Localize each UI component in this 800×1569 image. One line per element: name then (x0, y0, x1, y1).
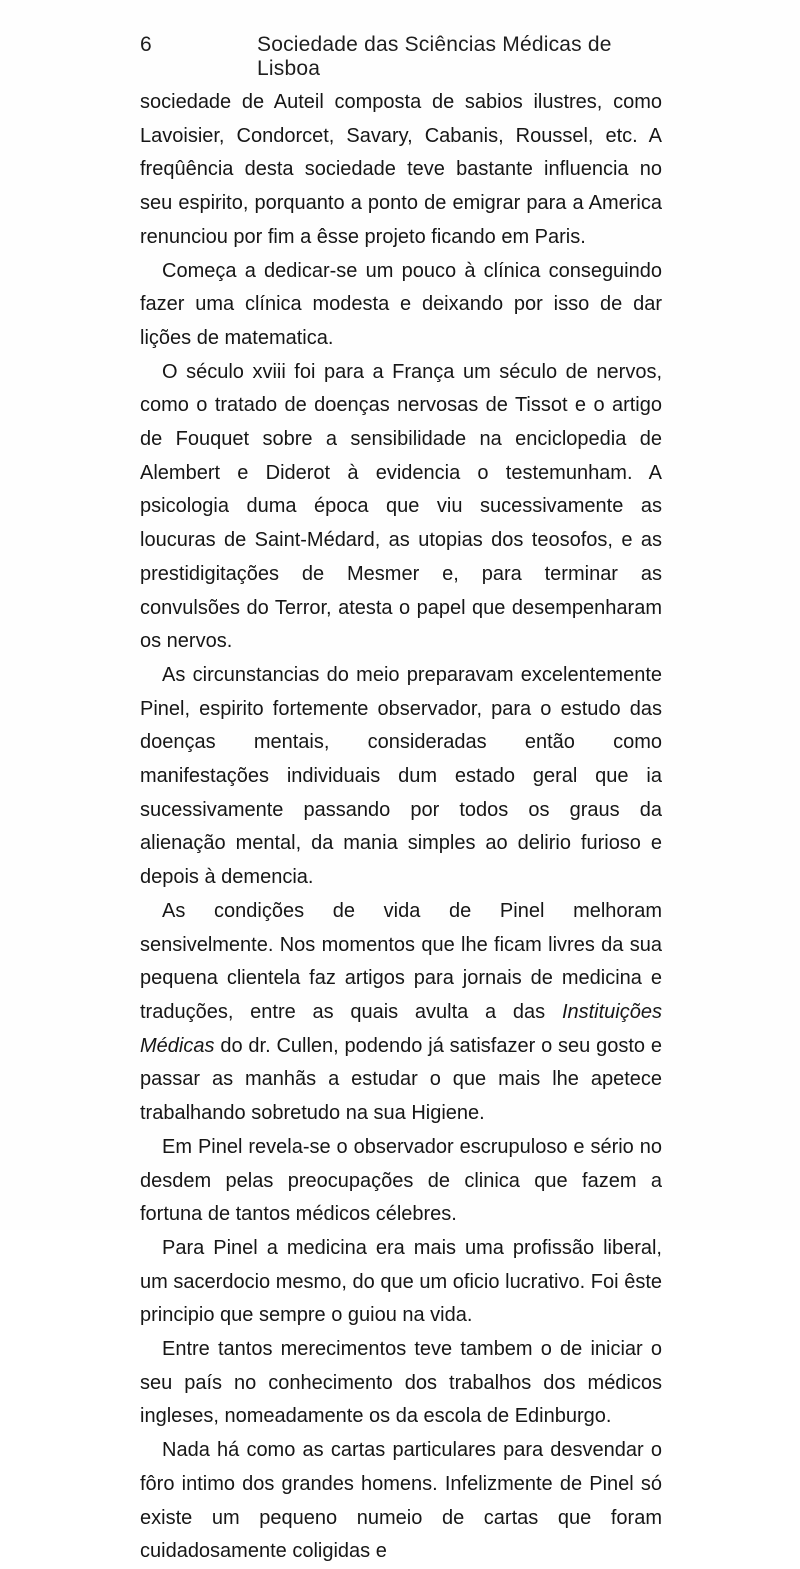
running-header (140, 33, 660, 80)
paragraph-4: As circunstancias do meio preparavam excelentemente Pinel, espirito fortemente observador, para o estudo das doenças mentais, consideradas então como manifestações individuais dum estado geral que ia sucessivamente passando por todos os graus da alienação mental, da mania simples ao delirio furioso e depois à demencia. (140, 663, 662, 889)
paragraph-5 (140, 895, 662, 1131)
paragraph-9: Nada há como as cartas particulares para desvendar o fôro intimo dos grandes homens. Infelizmente de Pinel só existe um pequeno numeio de cartas que foram cuidadosamente coligidas e (140, 1439, 662, 1563)
paragraph-8: Entre tantos merecimentos teve tambem o de iniciar o seu país no conhecimento dos trabalhos dos médicos ingleses, nomeadamente os da escola de Edinburgo. (140, 1338, 662, 1428)
page-number: 6 (140, 33, 152, 56)
paragraph-2: Começa a dedicar-se um pouco à clínica conseguindo fazer uma clínica modesta e deixando por isso de dar lições de matematica. (140, 259, 662, 349)
paragraph-6: Em Pinel revela-se o observador escrupuloso e sério no desdem pelas preocupações de clinica que fazem a fortuna de tantos médicos célebres. (140, 1135, 662, 1226)
book-title-italic: Instituições Médicas (140, 1000, 662, 1057)
paragraph-7: Para Pinel a medicina era mais uma profissão liberal, um sacerdocio mesmo, do que um oficio lucrativo. Foi êste principio que sempre o guiou na vida. (140, 1236, 662, 1327)
paragraph-5-after: do dr. Cullen, podendo já satisfazer o seu gosto e passar as manhãs a estudar o que mais lhe apetece trabalhando sobretudo na sua Higiene. (140, 1034, 662, 1125)
body-text (140, 86, 662, 1569)
paragraph-5-before: As condições de vida de Pinel melhoram sensivelmente. Nos momentos que lhe ficam livres da sua pequena clientela faz artigos para jornais de medicina e traduções, entre as quais avulta a das (140, 899, 662, 1023)
paragraph-1: sociedade de Auteil composta de sabios ilustres, como Lavoisier, Condorcet, Savary, Cabanis, Roussel, etc. A freqûência desta sociedade teve bastante influencia no seu espirito, porquanto a ponto de emigrar para a America renunciou por fim a êsse projeto ficando em Paris. (140, 91, 662, 248)
running-title: Sociedade das Sciências Médicas de Lisboa (257, 33, 612, 80)
paragraph-3: O século xviii foi para a França um século de nervos, como o tratado de doenças nervosas de Tissot e o artigo de Fouquet sobre a sensibilidade na enciclopedia de Alembert e Diderot à evidencia o testemunham. A psicologia duma época que viu sucessivamente as loucuras de Saint-Médard, as utopias dos teosofos, e as prestidigitações de Mesmer e, para terminar as convulsões do Terror, atesta o papel que desempenharam os nervos. (140, 360, 662, 653)
